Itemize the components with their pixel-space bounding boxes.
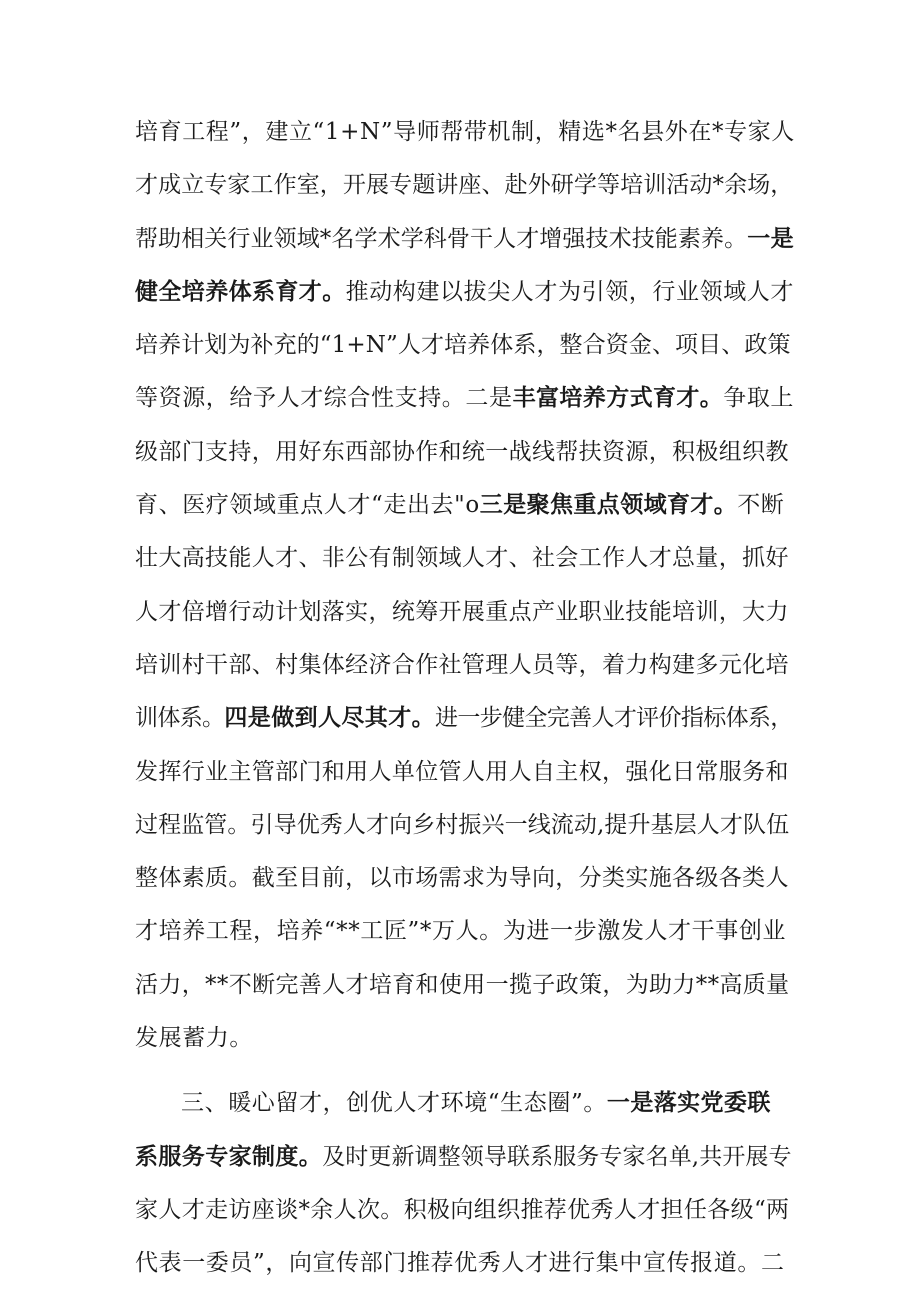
bold-heading-text: 丰富培养方式育才。 (512, 385, 724, 412)
body-text: 争取上 (723, 385, 795, 412)
paragraph (135, 1077, 795, 1290)
body-text: 发展蓄力。 (135, 1025, 253, 1052)
body-text: 家人才走访座谈*余人次。积极向组织推荐优秀人才担任各级“两 (135, 1196, 790, 1223)
text-line (135, 319, 795, 372)
text-line (135, 586, 795, 639)
body-text: 壮大高技能人才、非公有制领域人才、社会工作人才总量，抓好 (135, 545, 789, 572)
body-text: 人才倍增行动计划落实，统筹开展重点产业职业技能培训，大力 (135, 598, 789, 625)
body-text: 帮助相关行业领域*名学术学科骨干人才增强技术技能素养。 (135, 225, 748, 252)
bold-heading-text: 四是做到人尽其才。 (224, 705, 436, 732)
body-text: 进一步健全完善人才评价指标体系， (435, 705, 793, 732)
body-text: 推动构建以拔尖人才为引领，行业领域人才 (345, 278, 795, 305)
body-text: 过程监管。引导优秀人才向乡村振兴一线流动,提升基层人才队伍 (135, 811, 790, 838)
bold-heading-text: 三是聚焦重点领域育才。 (479, 492, 738, 519)
bold-heading-text: 系服务专家制度。 (135, 1143, 323, 1170)
body-text: 活力，**不断完善人才培育和使用一揽子政策，为助力**高质量 (135, 971, 790, 998)
paragraph-gap (135, 1065, 795, 1077)
text-line (135, 266, 795, 319)
body-text: 育、医疗领域重点人才“走出去"o (135, 492, 480, 519)
bold-heading-text: 一是 (747, 225, 795, 252)
body-text: 整体素质。截至目前，以市场需求为导向，分类实施各级各类人 (135, 865, 789, 892)
text-line (135, 1131, 795, 1184)
text-line (135, 639, 795, 692)
body-text: 及时更新调整领导联系服务专家名单,共开展专 (322, 1143, 792, 1170)
paragraph (135, 106, 795, 1065)
text-line (135, 372, 795, 425)
text-line (135, 959, 795, 1012)
body-text: 发挥行业主管部门和用人单位管人用人自主权，强化日常服务和 (135, 758, 789, 785)
text-line (135, 479, 795, 532)
text-line (135, 1184, 795, 1237)
text-line (135, 532, 795, 585)
body-text: 培养计划为补充的“1+N”人才培养体系，整合资金、项目、政策 (135, 332, 791, 359)
body-text: 等资源，给予人才综合性支持。二是 (135, 385, 513, 412)
body-text: 代表一委员”，向宣传部门推荐优秀人才进行集中宣传报道。二 (135, 1250, 785, 1277)
text-line (135, 213, 795, 266)
text-line (135, 746, 795, 799)
bold-heading-text: 一是落实党委联 (606, 1090, 771, 1117)
body-text: 三、暖心留才，创优人才环境“生态圈”。 (181, 1090, 607, 1117)
text-line (135, 1077, 795, 1130)
document-body (135, 106, 795, 1291)
body-text: 才培养工程，培养“**工匠”*万人。为进一步激发人才干事创业 (135, 918, 787, 945)
body-text: 级部门支持，用好东西部协作和统一战线帮扶资源，积极组织教 (135, 438, 789, 465)
text-line (135, 159, 795, 212)
text-line (135, 692, 795, 745)
text-line (135, 799, 795, 852)
body-text: 训体系。 (135, 705, 225, 732)
body-text: 不断 (737, 492, 785, 519)
bold-heading-text: 健全培养体系育才。 (135, 278, 346, 305)
text-line (135, 1012, 795, 1065)
body-text: 培训村干部、村集体经济合作社管理人员等，着力构建多元化培 (135, 651, 789, 678)
text-line (135, 852, 795, 905)
text-line (135, 905, 795, 958)
text-line (135, 106, 795, 159)
text-line (135, 1237, 795, 1290)
text-line (135, 426, 795, 479)
body-text: 培育工程”，建立“1+N”导师帮带机制，精选*名县外在*专家人 (135, 119, 795, 145)
body-text: 才成立专家工作室，开展专题讲座、赴外研学等培训活动*余场， (135, 172, 794, 199)
